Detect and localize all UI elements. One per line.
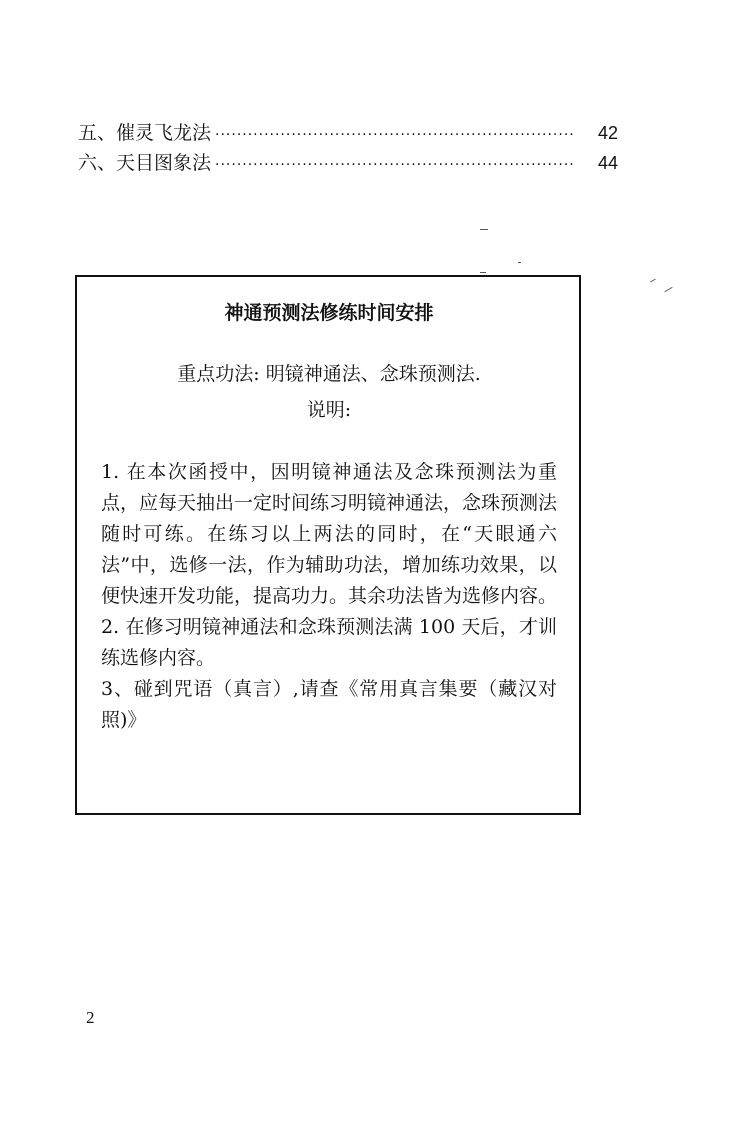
explanation-label: 说明: xyxy=(306,399,352,421)
scan-speck xyxy=(480,272,486,273)
training-schedule-box xyxy=(75,275,581,815)
toc-entry-page: 42 xyxy=(597,123,618,143)
table-of-contents xyxy=(78,118,618,178)
toc-entry-title: 五、催灵飞龙法 xyxy=(78,122,212,144)
scan-speck xyxy=(518,262,521,263)
note-item: 1. 在本次函授中，因明镜神通法及念珠预测法为重点，应每天抽出一定时间练习明镜神通法，念珠预测法随时可练。在练习以上两法的同时，在“天眼通六法”中，选修一法，作为辅助功法，增加练功效果，以便快速开发功能，提高功力。其余功法皆为选修内容。 xyxy=(101,461,558,607)
toc-entry xyxy=(78,148,618,178)
notes-list xyxy=(101,457,557,736)
scan-speck xyxy=(480,229,488,230)
toc-entry-page: 44 xyxy=(597,153,618,173)
note-item: 3、碰到咒语（真言）,请查《常用真言集要（藏汉对照)》 xyxy=(101,678,557,731)
note-item: 2. 在修习明镜神通法和念珠预测法满 100 天后，才训练选修内容。 xyxy=(101,616,557,669)
scan-speck xyxy=(664,287,672,292)
page-number: 2 xyxy=(86,1008,95,1027)
scan-speck xyxy=(650,279,656,283)
toc-leader-dots: ·································································· xyxy=(215,157,575,173)
toc-leader-dots: ·································································· xyxy=(215,127,575,143)
box-title: 神通预测法修练时间安排 xyxy=(224,302,434,324)
toc-entry-title: 六、天目图象法 xyxy=(78,152,212,174)
toc-entry xyxy=(78,118,618,148)
key-methods-line: 重点功法: 明镜神通法、念珠预测法. xyxy=(177,363,481,385)
